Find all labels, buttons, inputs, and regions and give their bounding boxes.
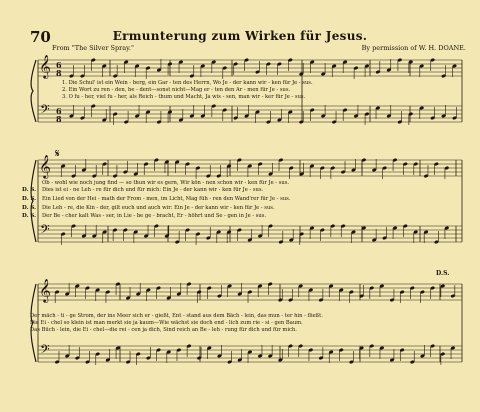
bass-clef-2: 𝄢: [40, 222, 50, 240]
hymn-title: Ermunterung zum Wirken für Jesus.: [112, 29, 368, 43]
treble-clef-3: 𝄞: [39, 278, 51, 302]
part2-verse-1-lyrics: Der mäch - ti - ge Strom, der ins Meer sich er - gießt, Ent - stand aus dem Bäch - lein, das mun - ter hin - fließt.: [30, 313, 323, 319]
time-signature-bass-bottom: 8: [56, 114, 62, 124]
ds-lyrics-2: Ein Lied von der Hei - math der From - men, im Licht, Mag füh - ren den Wand'rer für Je - sus.: [42, 196, 291, 202]
ds-lyrics-1: Dies ist ei - ne Leh - re für dich und für mich: Ein Je - der kann wir - ken für Je - sus.: [42, 187, 264, 193]
ds-label-2: D. S.: [22, 196, 37, 202]
ds-lyrics-4: Der Be - cher kalt Was - ser, in Lie - be ge - bracht, Er - höhrt und Se - gen in Je - sus.: [42, 213, 267, 219]
segno-icon: 𝄋: [55, 147, 60, 160]
ds-lyrics-3: Die Leh - re, die Kin - der, gilt euch und auch wir: Ein Je - der kann wir - ken für Je - sus.: [42, 205, 275, 211]
part2-verse-2-lyrics: Die Ei - chel so klein ist man merkt sie ja kaum—Wie wächst sie doch end - lich zum rie - si - gen Baum.: [30, 320, 303, 326]
time-signature-bass-top: 6: [56, 106, 62, 116]
bass-clef-1: 𝄢: [40, 102, 50, 120]
ds-label-1: D. S.: [22, 187, 37, 193]
verse-3-lyrics: 3. O fu - her, viel fu - her, als Reich - thum und Macht, Ja wis - sen, man wir - ker für Je - sus.: [62, 94, 306, 100]
source-credit: From "The Silver Spray.": [52, 44, 134, 52]
time-signature-treble-bottom: 8: [56, 68, 62, 78]
treble-clef-2: 𝄞: [39, 154, 51, 178]
ds-label-4: D. S.: [22, 213, 37, 219]
verse-2-lyrics: 2. Ein Wort zu ren - den, be - dent—sonst nicht—Mag er - ten den Ar - men für Je - sus.: [62, 87, 291, 93]
ds-label-3: D. S.: [22, 205, 37, 211]
verse-1-lyrics: 1. Die Schul' ist ein Wein - berg, ein Gar - ten des Herrn, Wo Je - der kann wir - ken für Je - sus.: [62, 80, 313, 86]
page-number: 70: [30, 28, 51, 46]
permission-credit: By permission of W. H. DOANE.: [361, 44, 466, 52]
time-signature-treble-top: 6: [56, 60, 62, 70]
system-brace-1: [31, 60, 36, 122]
bass-clef-3: 𝄢: [40, 342, 50, 360]
ds-marker: D.S.: [436, 270, 450, 277]
refrain-lyrics: Ob - wohl wie noch jung find — so thun wir es gern, Wir kön - nen schon wir - ken für Je - sus.: [42, 180, 290, 186]
treble-clef-1: 𝄞: [39, 54, 51, 78]
part2-verse-3-lyrics: Das Büch - lein, die Ei - chel—die rei - cen ja dich, Sind reich an Be - leh - rung für dich und für mich.: [30, 327, 297, 333]
